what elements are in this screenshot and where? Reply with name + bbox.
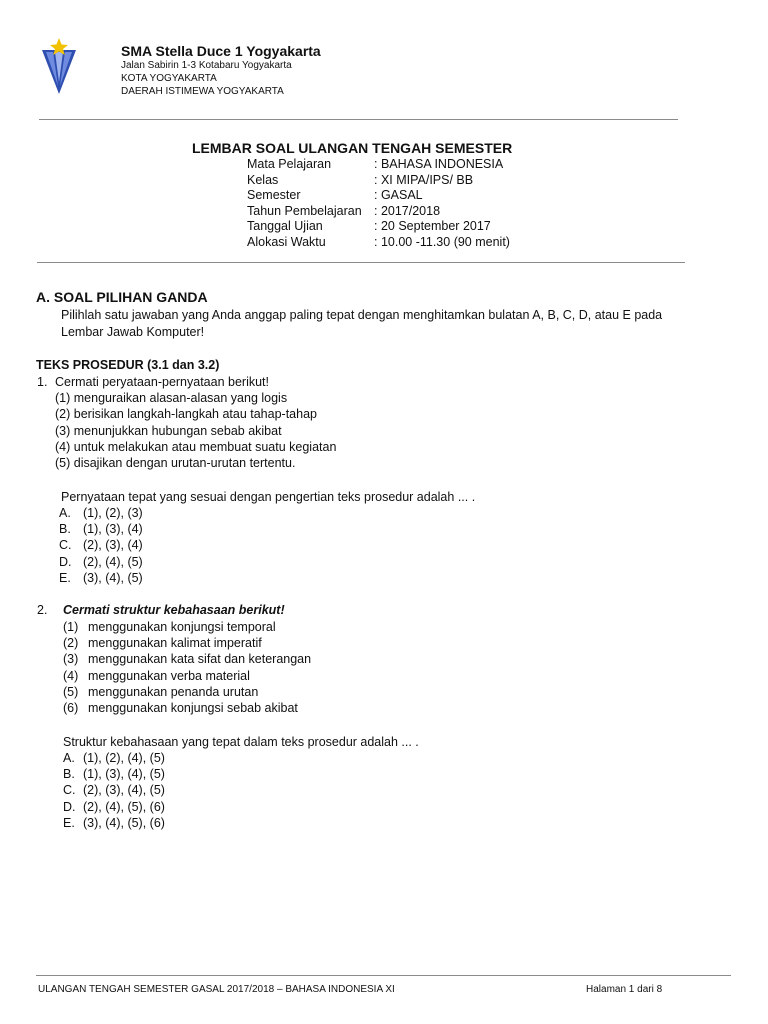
meta-value: : GASAL: [374, 188, 423, 202]
school-address-line-1: Jalan Sabirin 1-3 Kotabaru Yogyakarta: [121, 60, 292, 71]
option-a: [59, 505, 143, 521]
option-b: [63, 766, 165, 782]
option-text: (2), (4), (5), (6): [83, 799, 165, 814]
meta-divider: [37, 262, 685, 263]
section-a-instruction-line-2: Lembar Jawab Komputer!: [61, 325, 205, 339]
option-c: [59, 537, 143, 553]
statement-text: menggunakan verba material: [88, 668, 250, 683]
question-1: [37, 374, 336, 471]
option-text: (2), (3), (4): [83, 538, 143, 553]
statement-item: [63, 635, 311, 651]
statement-number: (6): [63, 701, 79, 716]
meta-value: : XI MIPA/IPS/ BB: [374, 172, 474, 187]
question-2-prompt-row: [37, 602, 285, 618]
option-e: [63, 815, 165, 831]
option-letter: A.: [63, 751, 75, 765]
statement-number: (3): [63, 652, 79, 667]
statement-text: menggunakan konjungsi temporal: [88, 620, 276, 634]
meta-row-semester: [247, 188, 510, 204]
statement-number: (2): [63, 636, 79, 651]
meta-value: : 20 September 2017: [374, 219, 491, 233]
statement-number: (4): [63, 668, 79, 683]
exam-meta: [247, 157, 510, 250]
option-letter: D.: [63, 799, 76, 814]
option-e: [59, 570, 143, 586]
topic-heading: TEKS PROSEDUR (3.1 dan 3.2): [36, 358, 220, 372]
question-2-options: [63, 750, 165, 831]
option-text: (1), (3), (4), (5): [83, 767, 165, 782]
option-letter: B.: [59, 522, 71, 537]
option-text: (3), (4), (5): [83, 570, 143, 585]
statement-item: [63, 651, 311, 667]
meta-row-subject: [247, 157, 510, 173]
meta-row-year: [247, 204, 510, 220]
statement-item: [63, 668, 311, 684]
footer-left-text: ULANGAN TENGAH SEMESTER GASAL 2017/2018 – BAHASA INDONESIA XI: [38, 984, 395, 995]
statement-item: (3) menunjukkan hubungan sebab akibat: [55, 423, 282, 438]
option-a: [63, 750, 165, 766]
option-letter: C.: [59, 538, 72, 553]
question-2: [37, 602, 285, 618]
meta-value: : 10.00 -11.30 (90 menit): [374, 234, 510, 249]
option-d: [59, 554, 143, 570]
statement-item: (5) disajikan dengan urutan-urutan tertentu.: [55, 456, 296, 471]
exam-title: LEMBAR SOAL ULANGAN TENGAH SEMESTER: [192, 140, 513, 156]
meta-row-date: [247, 219, 510, 235]
meta-value: : 2017/2018: [374, 203, 441, 218]
section-a-title: A. SOAL PILIHAN GANDA: [36, 289, 208, 305]
meta-label: Tahun Pembelajaran: [247, 203, 362, 218]
header-divider: [39, 119, 678, 120]
question-number: 1.: [37, 375, 48, 389]
question-1-statements: [37, 390, 336, 471]
option-text: (2), (3), (4), (5): [83, 783, 165, 798]
statement-text: menggunakan penanda urutan: [88, 684, 259, 699]
option-letter: C.: [63, 783, 76, 798]
meta-label: Alokasi Waktu: [247, 234, 326, 249]
footer-divider: [36, 975, 731, 976]
meta-row-class: [247, 173, 510, 189]
question-number: 2.: [37, 603, 48, 617]
page-number: Halaman 1 dari 8: [586, 984, 663, 995]
meta-row-time: [247, 235, 510, 251]
question-2-stem: Struktur kebahasaan yang tepat dalam teks prosedur adalah ... .: [63, 735, 419, 749]
section-a-instruction-line-1: Pilihlah satu jawaban yang Anda anggap paling tepat dengan menghitamkan bulatan A, B, C, D, atau E pada: [61, 308, 663, 322]
question-1-prompt: Cermati peryataan-pernyataan berikut!: [55, 375, 270, 389]
school-address-line-3: DAERAH ISTIMEWA YOGYAKARTA: [121, 86, 284, 97]
statement-item: (2) berisikan langkah-langkah atau tahap-tahap: [55, 407, 317, 422]
meta-value: : BAHASA INDONESIA: [374, 157, 504, 171]
question-1-options: [59, 505, 143, 586]
statement-text: menggunakan konjungsi sebab akibat: [88, 701, 298, 716]
question-1-stem: Pernyataan tepat yang sesuai dengan pengertian teks prosedur adalah ... .: [61, 490, 476, 504]
statement-text: menggunakan kalimat imperatif: [88, 636, 262, 651]
meta-label: Semester: [247, 188, 301, 202]
option-b: [59, 521, 143, 537]
meta-label: Tanggal Ujian: [247, 219, 323, 233]
option-text: (3), (4), (5), (6): [83, 815, 165, 830]
school-address-line-2: KOTA YOGYAKARTA: [121, 73, 217, 84]
option-d: [63, 799, 165, 815]
statement-text: menggunakan kata sifat dan keterangan: [88, 652, 312, 667]
statement-number: (5): [63, 684, 79, 699]
option-letter: A.: [59, 506, 71, 520]
statement-number: (1): [63, 620, 79, 634]
question-2-statements: [63, 619, 311, 716]
statement-item: [63, 700, 311, 716]
statement-item: [63, 619, 311, 635]
statement-item: (4) untuk melakukan atau membuat suatu kegiatan: [55, 439, 337, 454]
option-letter: B.: [63, 767, 75, 782]
option-letter: E.: [59, 570, 71, 585]
option-text: (1), (3), (4): [83, 522, 143, 537]
question-1-prompt-row: [37, 374, 336, 390]
option-c: [63, 782, 165, 798]
question-2-prompt: Cermati struktur kebahasaan berikut!: [63, 603, 285, 617]
meta-label: Kelas: [247, 172, 279, 187]
option-text: (2), (4), (5): [83, 554, 143, 569]
statement-item: [63, 684, 311, 700]
school-name: SMA Stella Duce 1 Yogyakarta: [121, 43, 321, 59]
option-letter: D.: [59, 554, 72, 569]
option-text: (1), (2), (4), (5): [83, 751, 165, 765]
option-text: (1), (2), (3): [83, 506, 143, 520]
option-letter: E.: [63, 815, 75, 830]
statement-item: (1) menguraikan alasan-alasan yang logis: [55, 391, 288, 406]
meta-label: Mata Pelajaran: [247, 157, 332, 171]
school-logo: [41, 38, 77, 96]
